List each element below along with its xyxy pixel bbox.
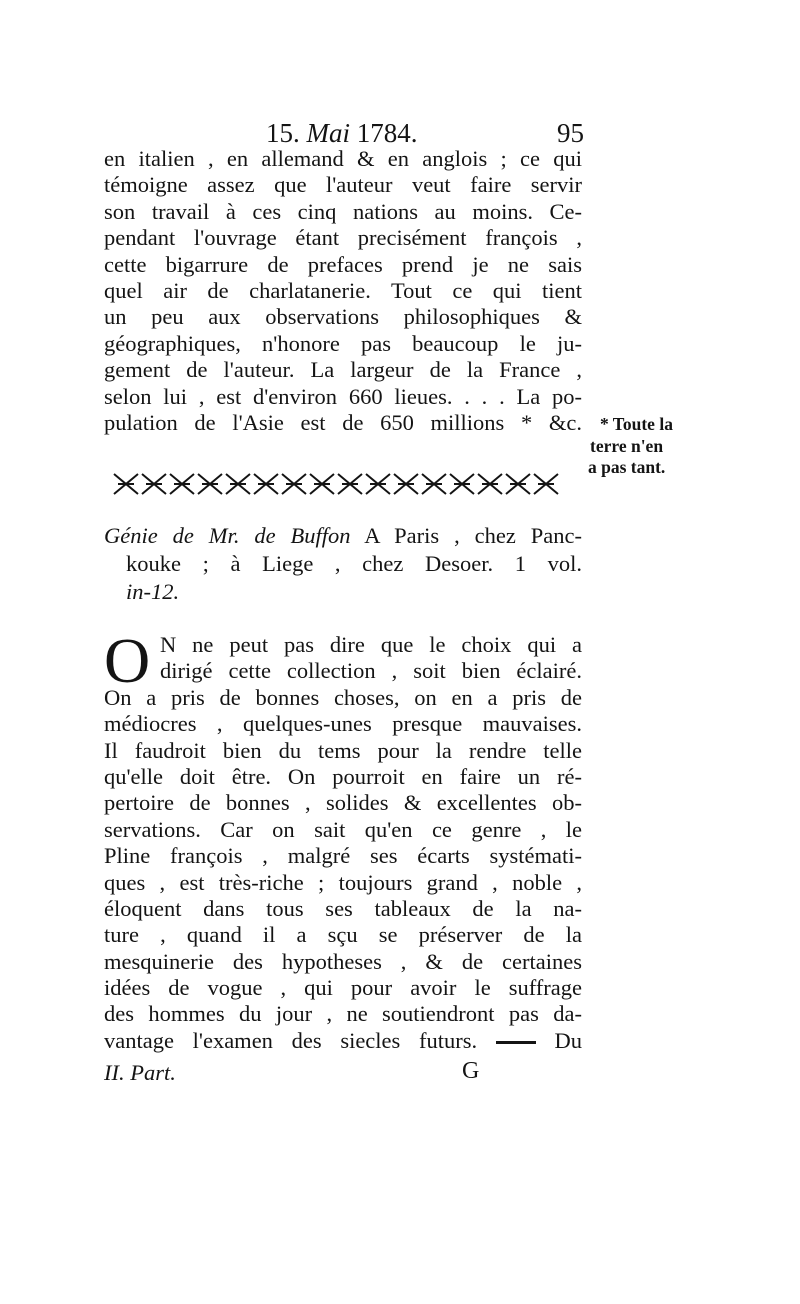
text-line: médiocres , quelques-unes presque mauvaises. xyxy=(104,711,582,737)
text-line: servations. Car on sait qu'en ce genre , le xyxy=(104,816,582,842)
text-line: cette bigarrure de prefaces prend je ne sais xyxy=(104,251,582,277)
text-line: pulation de l'Asie est de 650 millions * &c. xyxy=(104,409,582,435)
title-line: kouke ; à Liege , chez Desoer. 1 vol. xyxy=(126,551,582,576)
title-line xyxy=(104,522,582,550)
ornament-motif xyxy=(170,474,194,494)
text-line: éloquent dans tous ses tableaux de la na- xyxy=(104,895,582,921)
publisher-info: A Paris , chez Panc- xyxy=(350,523,582,548)
ornament-motif xyxy=(394,474,418,494)
marginal-line: a pas tant. xyxy=(588,457,666,477)
text-line: mesquinerie des hypotheses , & de certaines xyxy=(104,948,582,974)
ornament-motif xyxy=(198,474,222,494)
dash-rule xyxy=(496,1041,536,1044)
ornament-motif xyxy=(226,474,250,494)
marginal-line: * Toute la xyxy=(600,414,673,434)
text-line: quel air de charlatanerie. Tout ce qui tient xyxy=(104,277,582,303)
drop-cap: O xyxy=(104,625,151,696)
catchword: Du xyxy=(554,1027,583,1053)
ornamental-band-icon xyxy=(112,470,560,498)
signature-mark: G xyxy=(462,1058,480,1084)
text-line: un peu aux observations philosophiques & xyxy=(104,304,582,330)
ornament-motif xyxy=(114,474,138,494)
text-line: pertoire de bonnes , solides & excellentes ob- xyxy=(104,790,582,816)
text-line: ture , quand il a sçu se préserver de la xyxy=(104,922,582,948)
text-line: géographiques, n'honore pas beaucoup le ju- xyxy=(104,330,582,356)
title-line xyxy=(104,578,582,606)
text-line: selon lui , est d'environ 660 lieues. . . . La po- xyxy=(104,383,582,409)
format-label: in-12. xyxy=(126,579,180,604)
text-line: N ne peut pas dire que le choix qui a xyxy=(160,632,582,657)
ornament-motif xyxy=(142,474,166,494)
text-line-final xyxy=(104,1028,582,1054)
text-line: témoigne assez que l'auteur veut faire servir xyxy=(104,172,582,198)
text-line: son travail à ces cinq nations au moins. Ce- xyxy=(104,198,582,224)
part-label: II. Part. xyxy=(104,1060,176,1085)
date-year: 1784. xyxy=(356,118,418,148)
review-paragraph xyxy=(104,625,583,1054)
text-line: Il faudroit bien du tems pour la rendre telle xyxy=(104,737,582,763)
text-line: qu'elle doit être. On pourroit en faire un ré- xyxy=(104,763,582,789)
text-line: ques , est très-riche ; toujours grand , noble , xyxy=(104,869,582,895)
header-date xyxy=(266,118,418,149)
ornament-motif xyxy=(338,474,362,494)
ornament-motif xyxy=(254,474,278,494)
ornament-motif xyxy=(506,474,530,494)
text-line: idées de vogue , qui pour avoir le suffrage xyxy=(104,975,582,1001)
ornament-motif xyxy=(310,474,334,494)
book-title: Génie de Mr. de Buffon xyxy=(104,523,351,548)
final-text: vantage l'examen des siecles futurs. xyxy=(104,1027,478,1053)
book-entry-title xyxy=(104,522,582,606)
ornament-motif xyxy=(422,474,446,494)
text-line: Pline françois , malgré ses écarts systémati- xyxy=(104,843,582,869)
ornament-motif xyxy=(534,474,558,494)
text-line: des hommes du jour , ne soutiendront pas da- xyxy=(104,1001,582,1027)
text-line: dirigé cette collection , soit bien éclairé. xyxy=(160,658,582,684)
date-day: 15. xyxy=(266,118,300,148)
date-month: Mai xyxy=(306,118,350,148)
ornament-motif xyxy=(366,474,390,494)
paragraph-continued xyxy=(104,146,582,436)
text-line: pendant l'ouvrage étant precisément françois , xyxy=(104,225,582,251)
ornament-motif xyxy=(478,474,502,494)
text-line: On a pris de bonnes choses, on en a pris de xyxy=(104,684,582,710)
ornament-motif xyxy=(450,474,474,494)
ornament-motif xyxy=(282,474,306,494)
marginal-note xyxy=(588,414,708,479)
text-line: en italien , en allemand & en anglois ; ce qui xyxy=(104,146,582,171)
text-line: gement de l'auteur. La largeur de la France , xyxy=(104,357,582,383)
marginal-line: terre n'en xyxy=(590,435,664,456)
page-number: 95 xyxy=(557,118,584,148)
